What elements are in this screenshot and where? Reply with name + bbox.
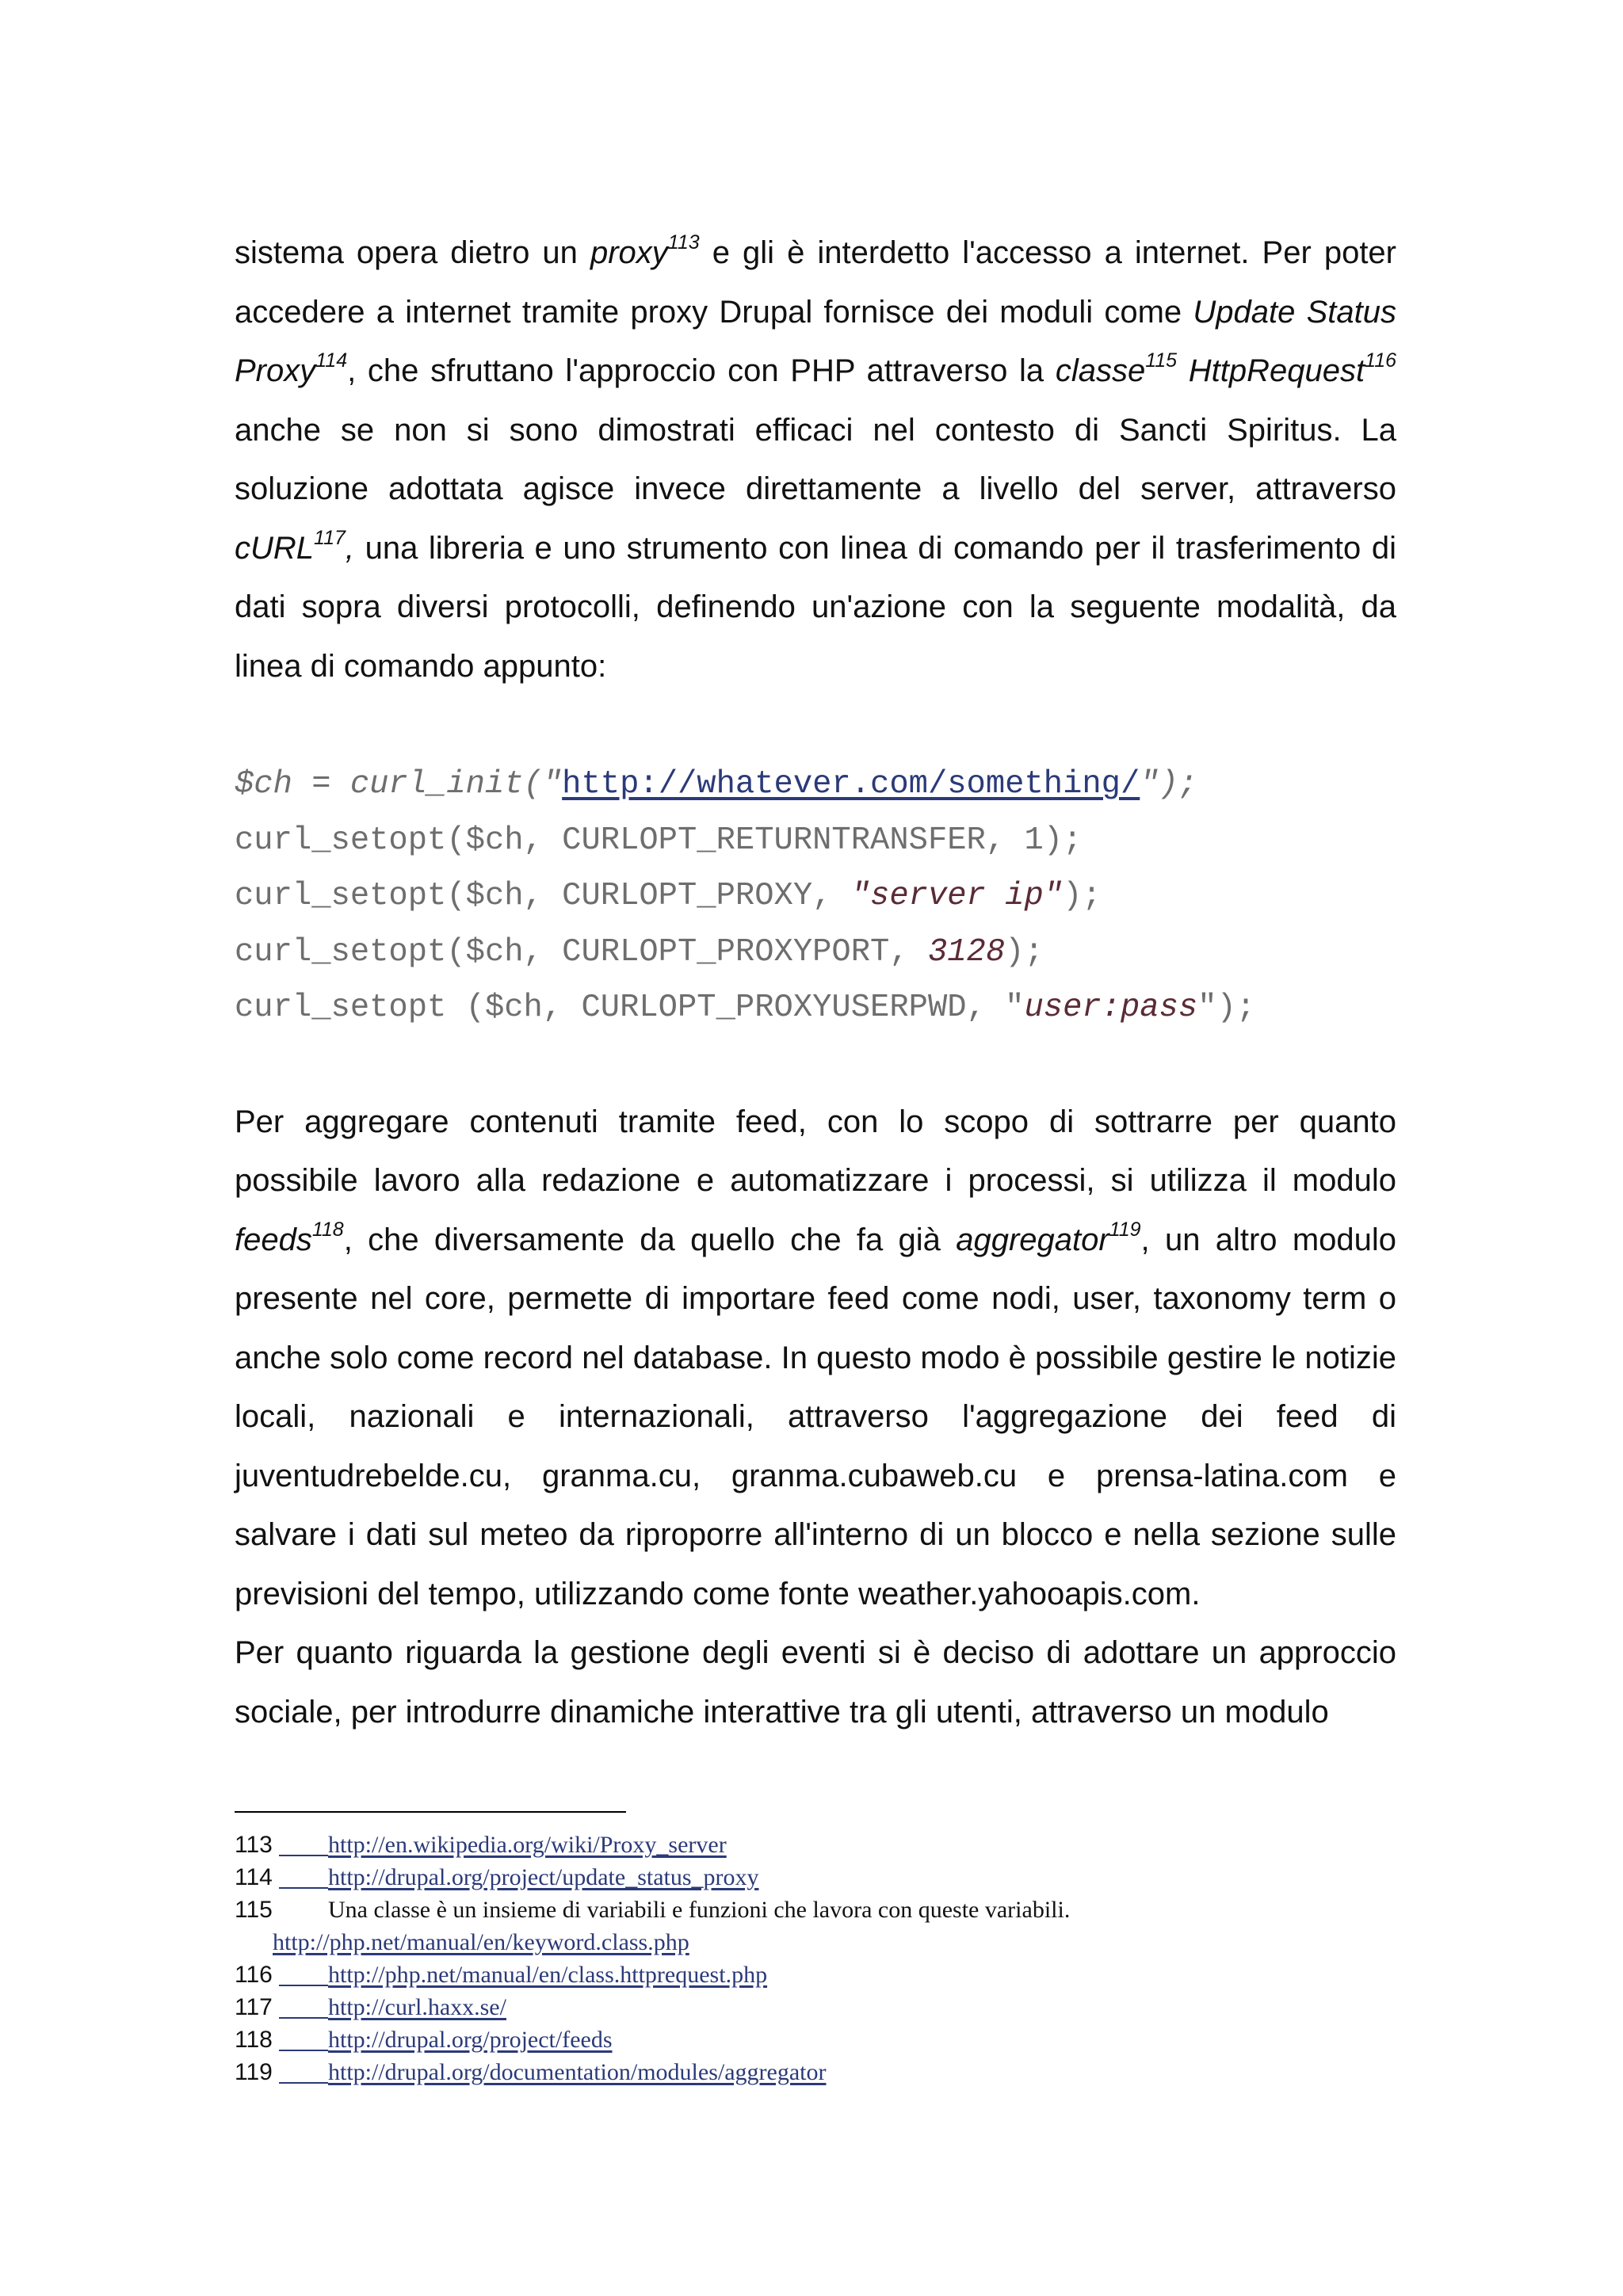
footnote-link[interactable]: http://en.wikipedia.org/wiki/Proxy_server — [328, 1832, 727, 1858]
footnote-ref[interactable]: 115 — [1145, 349, 1178, 372]
code-line: curl_setopt($ch, CURLOPT_RETURNTRANSFER, 1); — [235, 822, 1083, 859]
footnote-117 — [235, 1991, 1396, 2023]
footnote-ref[interactable]: 114 — [315, 349, 348, 372]
document-page — [235, 223, 1396, 2088]
italic-term: classe — [1055, 353, 1146, 388]
footnote-ref[interactable]: 119 — [1109, 1218, 1141, 1241]
footnote-118 — [235, 2023, 1396, 2056]
footnote-number: 114 — [235, 1864, 273, 1890]
footnote-number: 116 — [235, 1962, 273, 1988]
footnote-link[interactable]: http://php.net/manual/en/class.httprequest.php — [328, 1962, 768, 1988]
text-run: , che diversamente da quello che fa già — [343, 1222, 957, 1257]
footnote-116 — [235, 1958, 1396, 1991]
footnote-115 — [235, 1894, 1396, 1958]
italic-term: feeds — [235, 1222, 312, 1257]
text-run: , che sfruttano l'approccio con PHP attraverso la — [347, 353, 1056, 388]
footnote-113 — [235, 1829, 1396, 1861]
footnote-number: 118 — [235, 2027, 273, 2053]
footnote-link[interactable]: http://drupal.org/project/update_status_proxy — [328, 1864, 759, 1890]
footnote-119 — [235, 2056, 1396, 2088]
footnote-ref[interactable]: 117 — [314, 526, 346, 549]
paragraph-events: Per quanto riguarda la gestione degli eventi si è deciso di adottare un approccio sociale, per introdurre dinamiche interattive tra gli utenti, attraverso un modulo — [235, 1635, 1396, 1730]
paragraph-feeds — [235, 1093, 1396, 1624]
code-line: $ch = curl_init("http://whatever.com/something/"); — [235, 766, 1198, 803]
italic-term: , — [345, 530, 355, 566]
text-run: anche se non si sono dimostrati efficaci nel contesto di Sancti Spiritus. La soluzione adottata agisce invece direttamente a livello del server, attraverso — [235, 412, 1396, 506]
footnote-ref[interactable]: 116 — [1365, 349, 1396, 372]
italic-term: aggregator — [956, 1222, 1109, 1257]
text-run: Per aggregare contenuti tramite feed, con lo scopo di sottrarre per quanto possibile lavoro alla redazione e automatizzare i processi, si utilizza il modulo — [235, 1104, 1396, 1198]
code-block — [235, 757, 1396, 1036]
italic-term: cURL — [235, 530, 315, 566]
text-run: una libreria e uno strumento con linea di comando per il trasferimento di dati sopra diversi protocolli, definendo un'azione con la seguente modalità, da linea di comando appunto: — [235, 530, 1396, 684]
italic-term: Update Status Proxy — [235, 294, 1396, 388]
code-url-link[interactable]: http://whatever.com/something/ — [562, 766, 1140, 803]
footnotes — [235, 1829, 1396, 2088]
code-line: curl_setopt($ch, CURLOPT_PROXY, "server ip"); — [235, 878, 1102, 914]
footnote-link[interactable]: http://drupal.org/documentation/modules/aggregator — [328, 2059, 827, 2085]
footnote-number: 119 — [235, 2059, 273, 2085]
text-run: sistema opera dietro un — [235, 235, 590, 270]
code-line: curl_setopt($ch, CURLOPT_PROXYPORT, 3128); — [235, 933, 1044, 971]
footnote-number: 113 — [235, 1832, 273, 1858]
footnote-link[interactable]: http://curl.haxx.se/ — [328, 1994, 506, 2020]
footnote-separator — [235, 1811, 626, 1813]
text-run: , un altro modulo presente nel core, permette di importare feed come nodi, user, taxonomy term o anche solo come record nel database. In questo modo è possibile gestire le notizie locali, nazionali e internazionali, attraverso l'aggregazione dei feed di juventudrebelde.cu, granma.cu, granma.cubaweb.cu e prensa-latina.com e salvare i dati sul meteo da riproporre all'interno di un blocco e nella sezione sulle previsioni del tempo, utilizzando come fonte weather.yahooapis.com. — [235, 1222, 1397, 1611]
code-line: curl_setopt ($ch, CURLOPT_PROXYUSERPWD, "user:pass"); — [235, 990, 1256, 1026]
italic-term: HttpRequest — [1188, 353, 1365, 388]
footnote-ref[interactable]: 113 — [667, 231, 700, 254]
italic-term: proxy — [590, 235, 668, 270]
text-run: e gli è interdetto l'accesso a internet. Per poter accedere a internet tramite proxy Drupal fornisce dei moduli come — [235, 235, 1397, 330]
footnote-link[interactable]: http://drupal.org/project/feeds — [328, 2027, 613, 2053]
footnote-number: 117 — [235, 1994, 273, 2020]
footnote-number: 115 — [235, 1897, 273, 1923]
paragraph-proxy — [235, 223, 1396, 696]
footnote-114 — [235, 1861, 1396, 1894]
text-run — [1177, 353, 1189, 388]
footnote-text: Una classe è un insieme di variabili e funzioni che lavora con queste variabili. — [328, 1897, 1071, 1923]
footnote-link[interactable]: http://php.net/manual/en/keyword.class.php — [273, 1929, 689, 1955]
footnote-ref[interactable]: 118 — [311, 1218, 344, 1241]
